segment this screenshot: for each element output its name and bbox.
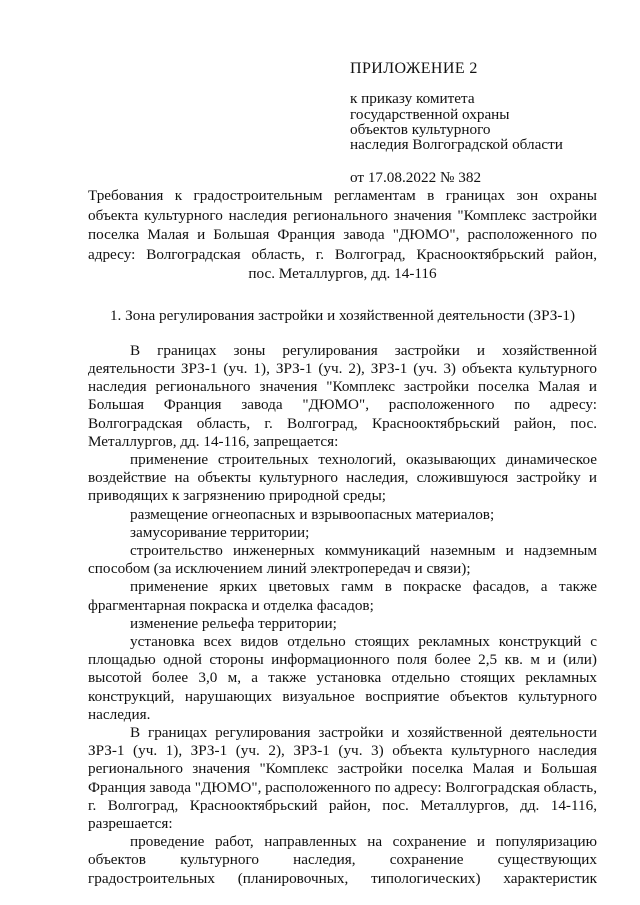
appendix-block — [350, 60, 610, 187]
appendix-date: от 17.08.2022 № 382 — [350, 168, 482, 186]
paragraph: изменение рельефа территории; — [130, 614, 337, 632]
paragraph: В границах регулирования застройки и хозяйственной деятельности ЗРЗ-1 (уч. 1), ЗРЗ-1 (уч. 2), ЗРЗ-1 (уч. 3) объекта культурного наследия регионального значения "Комплекс застройки поселка Малая и Большая Франция завода "ДЮМО", расположенного по адресу: Волгоградская область, г. Волгоград, Краснооктябрьский район, пос. Металлургов, дд. 14-116, разрешается: — [88, 723, 597, 832]
paragraph: замусоривание территории; — [130, 523, 310, 541]
paragraph: проведение работ, направленных на сохранение и популяризацию объектов культурного наследия, сохранение существующих градостроительных (планировочных, типологических) характеристик — [88, 833, 597, 887]
appendix-order-reference — [350, 91, 610, 153]
heading-address-line: пос. Металлургов, дд. 14-116 — [248, 265, 437, 282]
paragraph: применение строительных технологий, оказывающих динамическое воздействие на объекты культурного наследия, сложившуюся застройку и приводящих к загрязнению природной среды; — [88, 450, 597, 505]
appendix-line: наследия Волгоградской области — [350, 136, 563, 154]
document-body — [88, 342, 597, 888]
appendix-line: государственной охраны — [350, 105, 510, 123]
document-content — [88, 186, 597, 888]
appendix-title: ПРИЛОЖЕНИЕ 2 — [350, 60, 478, 77]
paragraph: установка всех видов отдельно стоящих рекламных конструкций с площадью одной стороны информационного поля более 2,5 кв. м и (или) высотой более 3,0 м, а также установка отдельно стоящих рекламных конструкций, нарушающих визуальное восприятие объектов культурного наследия. — [88, 632, 597, 723]
section-title: 1. Зона регулирования застройки и хозяйственной деятельности (ЗРЗ-1) — [109, 306, 576, 324]
appendix-line: к приказу комитета — [350, 90, 475, 108]
appendix-line: объектов культурного — [350, 121, 491, 139]
paragraph: размещение огнеопасных и взрывоопасных материалов; — [130, 505, 495, 523]
paragraph: применение ярких цветовых гамм в покраске фасадов, а также фрагментарная покраска и отделка фасадов; — [88, 578, 597, 614]
paragraph: В границах зоны регулирования застройки и хозяйственной деятельности ЗРЗ-1 (уч. 1), ЗРЗ-1 (уч. 2), ЗРЗ-1 (уч. 3) объекта культурного наследия регионального значения "Комплекс застройки поселка Малая и Большая Франция завода "ДЮМО", расположенного по адресу: Волгоградская область, г. Волгоград, Краснооктябрьский район, пос. Металлургов, дд. 14-116, запрещается: — [88, 341, 597, 450]
document-heading — [88, 186, 597, 284]
paragraph: строительство инженерных коммуникаций наземным и надземным способом (за исключением линий электропередач и связи); — [88, 541, 597, 578]
heading-text: Требования к градостроительным регламентам в границах зон охраны объекта культурного наследия регионального значения "Комплекс застройки поселка Малая и Большая Франция завода "ДЮМО", расположенного по адресу: Волгоградская область, г. Волгоград, Краснооктябрьский район, — [88, 187, 597, 263]
